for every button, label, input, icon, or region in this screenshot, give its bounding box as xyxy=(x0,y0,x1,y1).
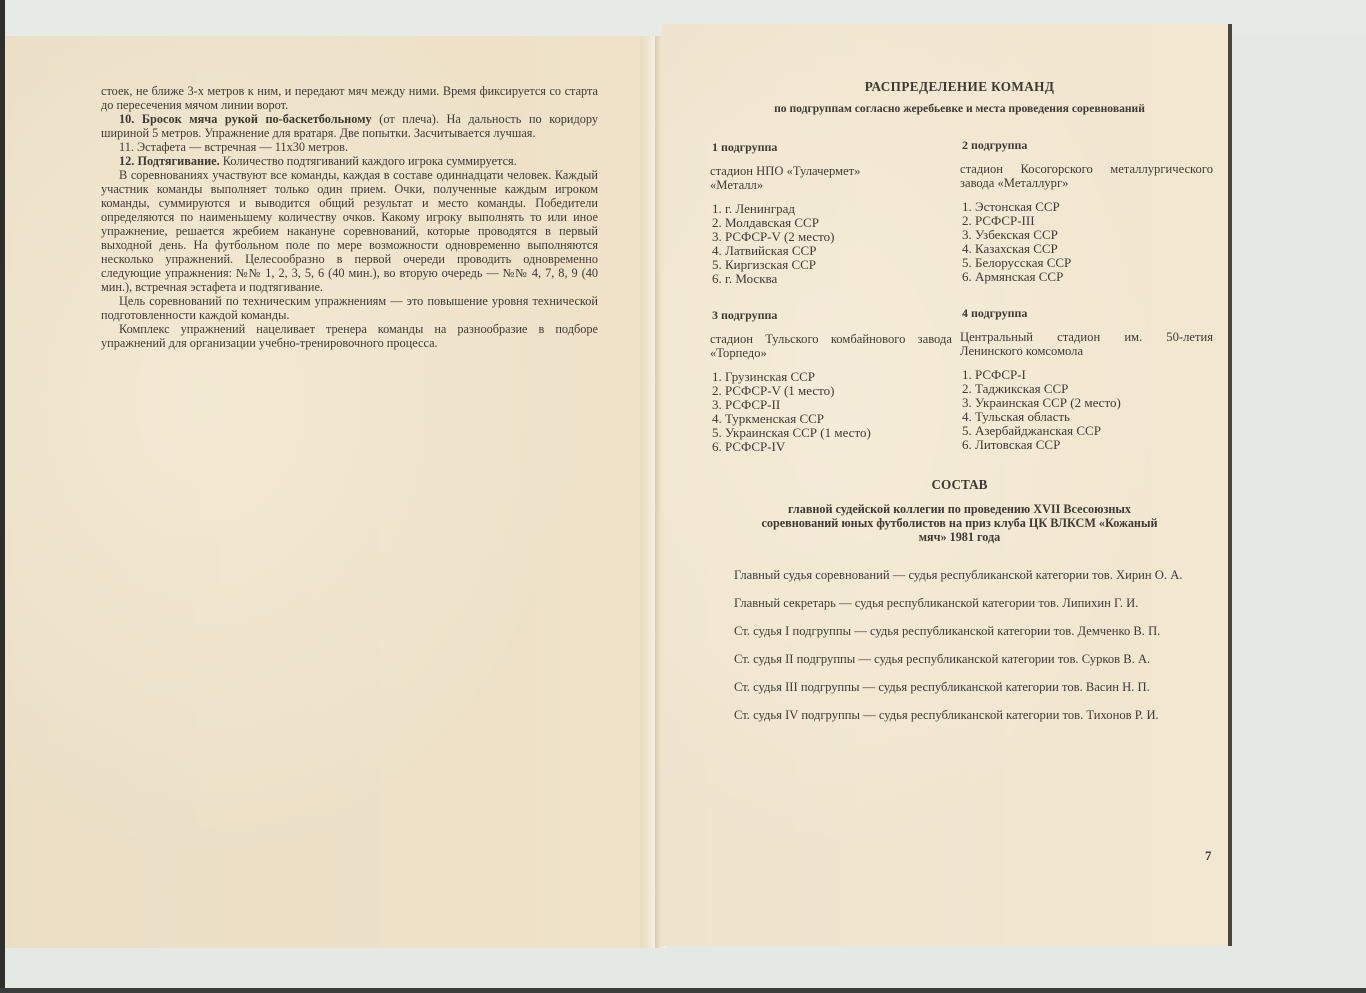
scanner-bottom-edge xyxy=(0,988,1366,993)
exercise-title: 12. Подтягивание. xyxy=(119,154,220,168)
distribution-subtitle: по подгруппам согласно жеребьевке и места проведения соревнований xyxy=(774,102,1145,115)
committee-title: СОСТАВ xyxy=(931,477,988,492)
exercise-title: 10. Бросок мяча рукой по-баскетбольному xyxy=(119,112,372,126)
exercise-11 xyxy=(101,140,598,154)
paragraph-continuation xyxy=(101,84,598,112)
subgroup-venue: стадион НПО «Тулачермет» «Металл» xyxy=(710,164,861,192)
team-item: 4. Казахская ССР xyxy=(962,241,1058,256)
subgroup-venue: стадион Тульского комбайнового завода «Торпедо» xyxy=(710,332,952,360)
judge-entry: Ст. судья II подгруппы — судья республиканской категории тов. Сурков В. А. xyxy=(734,652,1151,666)
subgroup-heading: 4 подгруппа xyxy=(962,306,1028,320)
judge-entry: Главный судья соревнований — судья республиканской категории тов. Хирин О. А. xyxy=(734,568,1183,582)
exercise-text: 11. Эстафета — встречная — 11х30 метров. xyxy=(119,140,349,154)
team-item: 4. Латвийская ССР xyxy=(712,243,817,258)
team-item: 6. РСФСР-IV xyxy=(712,439,786,454)
team-item: 3. Украинская ССР (2 место) xyxy=(962,395,1121,410)
paragraph-text: В соревнованиях участвуют все команды, каждая в составе одиннадцати человек. Каждый участник команды выполняет только один прием. Очки, полученные каждым игроком команды, суммируются и выводится общий результат и место команды. Победители определяются по наименьшему количеству очков. Какому игроку выполнять то или иное упражнение, решается жребием накануне соревнований, которые проводятся в первый выходной день. На футбольном поле по мере возможности одновременно выполняются несколько упражнений. Целесообразно в первой очереди проводить одновременно следующие упражнения: №№ 1, 2, 3, 5, 6 (40 мин.), во вторую очередь — №№ 4, 7, 8, 9 (40 мин.), встречная эстафета и подтягивание. xyxy=(101,168,598,294)
exercise-text: Количество подтягиваний каждого игрока суммируется. xyxy=(219,154,517,168)
goal-paragraph xyxy=(101,294,598,322)
team-item: 6. г. Москва xyxy=(712,271,778,286)
team-list xyxy=(956,200,1213,284)
right-page-edge xyxy=(1228,24,1232,946)
team-item: 3. РСФСР-II xyxy=(712,397,781,412)
paragraph-text: Комплекс упражнений нацеливает тренера команды на разнообразие в подборе упражнений для организации учебно-тренировочного процесса. xyxy=(101,322,598,350)
team-item: 3. РСФСР-V (2 место) xyxy=(712,229,835,244)
subgroup-heading: 3 подгруппа xyxy=(712,308,778,322)
team-item: 1. Грузинская ССР xyxy=(712,369,816,384)
team-item: 2. РСФСР-V (1 место) xyxy=(712,383,835,398)
subgroup-3 xyxy=(706,308,956,454)
paragraph-text: Цель соревнований по техническим упражнениям — это повышение уровня технической подготовленности каждой команды. xyxy=(101,294,598,322)
team-item: 2. Молдавская ССР xyxy=(712,215,819,230)
subgroup-1 xyxy=(706,140,956,286)
judge-entry: Ст. судья III подгруппы — судья республиканской категории тов. Васин Н. П. xyxy=(734,680,1150,694)
committee-subtitle: главной судейской коллегии по проведению XVII Всесоюзных соревнований юных футболистов на приз клуба ЦК ВЛКСМ «Кожаный мяч» 1981 года xyxy=(761,502,1158,544)
rules-paragraph xyxy=(101,168,598,294)
team-item: 6. Армянская ССР xyxy=(962,269,1064,284)
left-page-text xyxy=(101,84,598,350)
exercise-12 xyxy=(101,154,598,168)
team-item: 5. Азербайджанская ССР xyxy=(962,423,1101,438)
team-item: 2. РСФСР-III xyxy=(962,213,1035,228)
team-item: 5. Белорусская ССР xyxy=(962,255,1072,270)
team-item: 4. Тульская область xyxy=(962,409,1070,424)
team-list xyxy=(956,368,1213,452)
subgroup-heading: 2 подгруппа xyxy=(962,138,1028,152)
subgroup-4 xyxy=(956,306,1213,454)
judge-entry: Ст. судья IV подгруппы — судья республиканской категории тов. Тихонов Р. И. xyxy=(734,708,1159,722)
team-item: 2. Таджикская ССР xyxy=(962,381,1069,396)
team-item: 3. Узбекская ССР xyxy=(962,227,1058,242)
team-item: 6. Литовская ССР xyxy=(962,437,1061,452)
team-item: 1. РСФСР-I xyxy=(962,367,1026,382)
team-item: 5. Киргизская ССР xyxy=(712,257,817,272)
subgroup-venue: стадион Косогорского металлургического завода «Металлург» xyxy=(960,162,1213,190)
team-item: 1. Эстонская ССР xyxy=(962,199,1060,214)
distribution-title: РАСПРЕДЕЛЕНИЕ КОМАНД xyxy=(864,79,1055,94)
judges-list xyxy=(706,568,1213,722)
subgroup-2 xyxy=(956,138,1213,286)
paragraph-text: стоек, не ближе 3-х метров к ним, и передают мяч между ними. Время фиксируется со старта до пересечения мячом линии ворот. xyxy=(101,84,598,112)
team-item: 5. Украинская ССР (1 место) xyxy=(712,425,871,440)
complex-paragraph xyxy=(101,322,598,350)
subgroup-venue: Центральный стадион им. 50-летия Ленинского комсомола xyxy=(960,330,1213,358)
subgroup-heading: 1 подгруппа xyxy=(712,140,778,154)
subgroups-grid xyxy=(706,140,1213,454)
team-list xyxy=(706,202,956,286)
exercise-10 xyxy=(101,112,598,140)
page-number: 7 xyxy=(1205,848,1212,863)
team-item: 4. Туркменская ССР xyxy=(712,411,825,426)
exercise-text: (от плеча). На дальность по коридору шириной 5 метров. Упражнение для вратаря. Две попытки. Засчитывается лучшая. xyxy=(101,112,598,140)
judge-entry: Ст. судья I подгруппы — судья республиканской категории тов. Демченко В. П. xyxy=(734,624,1161,638)
team-list xyxy=(706,370,956,454)
right-page-content xyxy=(706,80,1213,736)
team-item: 1. г. Ленинград xyxy=(712,201,795,216)
judge-entry: Главный секретарь — судья республиканской категории тов. Липихин Г. И. xyxy=(734,596,1139,610)
